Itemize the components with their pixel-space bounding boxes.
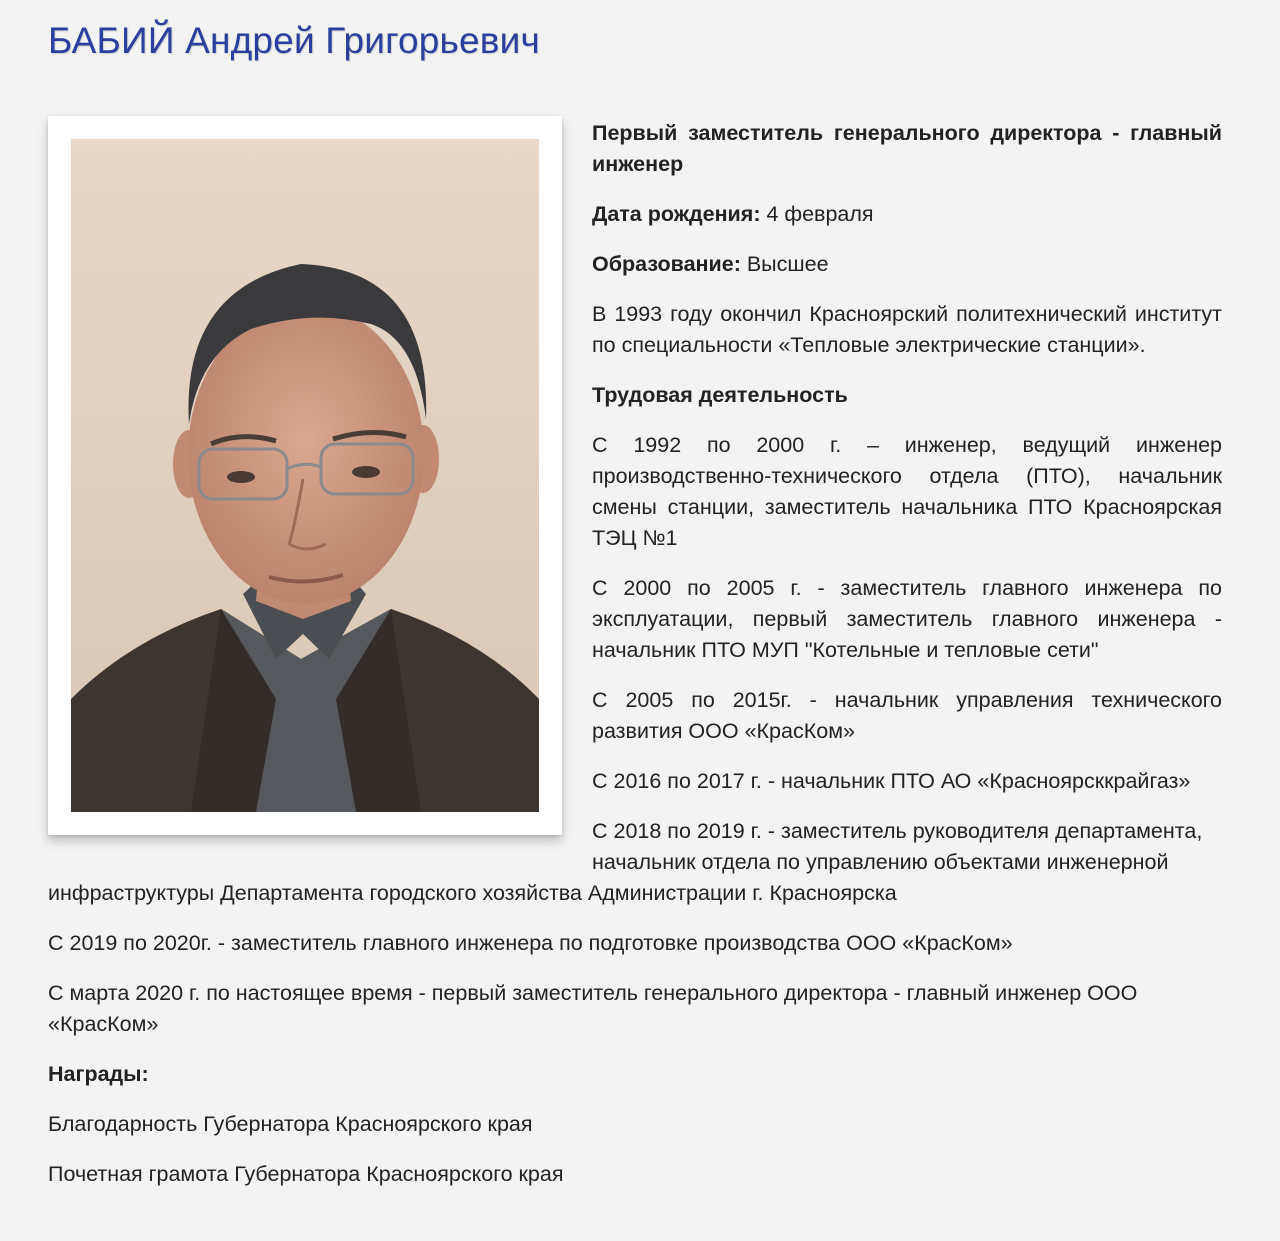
career-entry: С марта 2020 г. по настоящее время - первый заместитель генерального директора - главный инженер ООО «КрасКом» xyxy=(48,981,1138,1036)
award-item: Благодарность Губернатора Красноярского края xyxy=(48,1112,533,1136)
career-heading: Трудовая деятельность xyxy=(592,383,848,407)
profile-content xyxy=(48,116,1222,1209)
career-entry: С 2000 по 2005 г. - заместитель главного инженера по эксплуатации, первый заместитель главного инженера - начальник ПТО МУП "Котельные и тепловые сети" xyxy=(592,576,1222,662)
career-entry: С 2016 по 2017 г. - начальник ПТО АО «Красноярсккрайгаз» xyxy=(592,769,1191,793)
birth-date-label: Дата рождения: xyxy=(592,202,761,226)
career-entry: С 2005 по 2015г. - начальник управления технического развития ООО «КрасКом» xyxy=(592,688,1222,743)
portrait-photo xyxy=(71,139,539,812)
birth-date-value: 4 февраля xyxy=(766,202,874,226)
position-title: Первый заместитель генерального директора - главный инженер xyxy=(592,121,1222,176)
page-title: БАБИЙ Андрей Григорьевич xyxy=(48,20,540,61)
education-label: Образование: xyxy=(592,252,741,276)
education-details: В 1993 году окончил Красноярский политехнический институт по специальности «Тепловые электрические станции». xyxy=(592,302,1222,357)
career-entry: С 2018 по 2019 г. - заместитель руководителя департамента, начальник отдела по управлению объектами инженерной инфраструктуры Департамента городского хозяйства Администрации г. Красноярска xyxy=(48,819,1203,905)
career-entry: С 2019 по 2020г. - заместитель главного инженера по подготовке производства ООО «КрасКом» xyxy=(48,931,1013,955)
award-item: Почетная грамота Губернатора Красноярского края xyxy=(48,1162,564,1186)
education-value: Высшее xyxy=(746,252,829,276)
photo-frame xyxy=(48,116,562,835)
awards-heading: Награды: xyxy=(48,1062,149,1086)
career-entry: С 1992 по 2000 г. – инженер, ведущий инженер производственно-технического отдела (ПТО), начальник смены станции, заместитель начальника ПТО Красноярская ТЭЦ №1 xyxy=(592,433,1222,550)
